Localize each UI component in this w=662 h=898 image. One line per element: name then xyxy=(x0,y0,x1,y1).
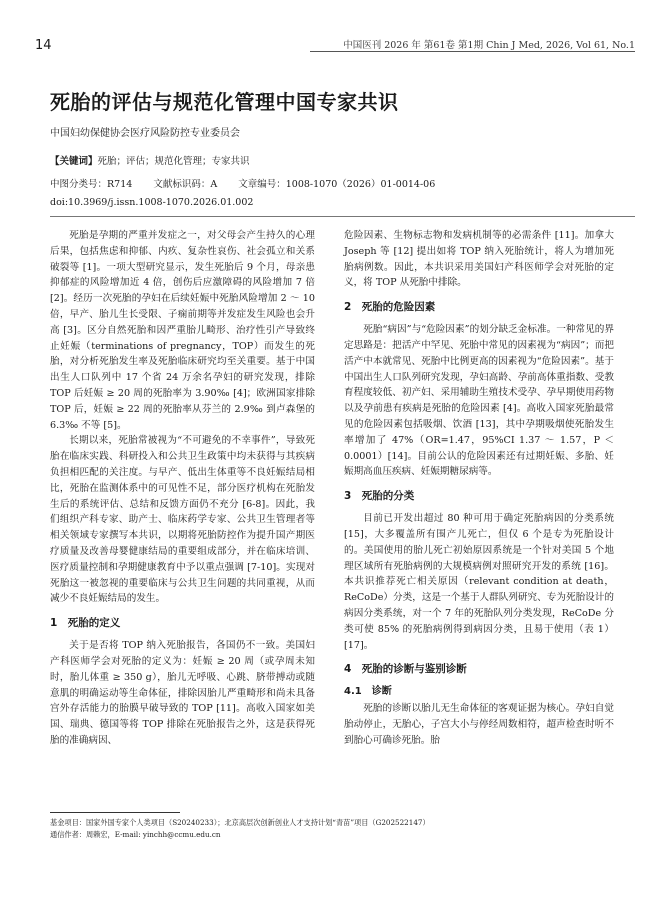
paragraph: 目前已开发出超过 80 种可用于确定死胎病因的分类系统 [15]，大多覆盖所有围产儿死亡，但仅 6 个是专为死胎设计的。美国使用的胎儿死亡初始原因系统是一个针对美国 5 个地理区域所有死胎病例的大规模病例对照研究开发的系统 [16]。本共识推荐死亡相关原因（relevant condition at death，ReCoDe）分类，这是一个基于人群队列研究、专为死胎设计的病因分类系统，对一个 7 年的死胎队列分类发现，ReCoDe 分类可使 85% 的死胎病例得到病因分类，且易于使用（表 1）[17]。 xyxy=(344,513,614,651)
meta-line xyxy=(50,176,453,190)
paragraph: 关于是否将 TOP 纳入死胎报告，各国仍不一致。美国妇产科医师学会对死胎的定义为：妊娠 ≥ 20 周（或孕周未知时，胎儿体重 ≥ 350 g），胎儿无呼吸、心跳、脐带搏动或随意肌的明确运动等生命体征，排除因胎儿严重畸形和尚未具备宫外存活能力的胎膜早破导致的 TOP [11]。高收入国家如美国、瑞典、德国等将 TOP 排除在死胎报告之外，这是获得死胎的准确病因、 xyxy=(50,640,315,746)
clc-number: 中图分类号：R714 xyxy=(50,179,133,190)
article-id: 文章编号：1008-1070（2026）01-0014-06 xyxy=(238,179,436,190)
page-number: 14 xyxy=(35,38,52,53)
right-column xyxy=(344,228,614,749)
keywords-text: 死胎；评估；规范化管理；专家共识 xyxy=(97,156,250,167)
paragraph: 长期以来，死胎常被视为“不可避免的不幸事件”，导致死胎在临床实践、科研投入和公共卫生政策中均未获得与其疾病负担相匹配的关注度。与早产、低出生体重等不良妊娠结局相比，死胎在监测体系中的可见性不足，部分医疗机构在死胎发生后的系统评估、总结和反馈方面仍不充分 [6-8]。因此，我们组织产科专家、助产士、临床药学专家、公共卫生管理者等相关领域专家撰写本共识，以期将死胎防控作为提升国产期医疗质量及改善母婴健康结局的重要组成部分，并在临床培训、医疗质量控制和孕期健康教育中予以重点强调 [7-10]。实现对死胎这一被忽视的重要临床与公共卫生问题的共同重视，从而减少不良妊娠结局的发生。 xyxy=(50,435,315,605)
corresponding-author: 通信作者：周赖宏，E-mail: yinchh@ccmu.edu.cn xyxy=(50,830,221,839)
footnotes xyxy=(50,817,430,841)
running-head: 中国医刊 2026 年 第61卷 第1期 Chin J Med, 2026, Vol 61, No.1 xyxy=(343,40,635,51)
abstract-rule xyxy=(50,216,635,217)
section-heading: 3 死胎的分类 xyxy=(344,490,415,503)
article-authors: 中国妇幼保健协会医疗风险防控专业委员会 xyxy=(50,128,240,139)
keywords-label: 【关键词】 xyxy=(50,156,98,167)
article-title: 死胎的评估与规范化管理中国专家共识 xyxy=(50,90,399,114)
paragraph: 危险因素、生物标志物和发病机制等的必需条件 [11]。加拿大 Joseph 等 [12] 提出如将 TOP 纳入死胎统计，将人为增加死胎病例数。因此，本共识采用美国妇产科医师学会对死胎的定义，将 TOP 从死胎中排除。 xyxy=(344,230,614,289)
document-code: 文献标识码：A xyxy=(153,179,218,190)
paragraph: 死胎“病因”与“危险因素”的划分缺乏金标准。一种常见的界定思路是：把活产中罕见、死胎中常见的因素视为“病因”；而把活产中本就常见、死胎中比例更高的因素视为“危险因素”。基于中国出生人口队列研究发现，孕妇高龄、孕前高体重指数、受教育程度较低、初产妇、采用辅助生殖技术受孕、孕早期使用药物以及孕前患有疾病是死胎的危险因素 [4]。高收入国家死胎最常见的危险因素包括吸烟、饮酒 [13]，其中孕期吸烟使死胎发生率增加了 47%（OR=1.47，95%CI 1.37 ～ 1.57，P ＜ 0.0001）[14]。目前公认的危险因素还有过期妊娠、多胎、妊娠期高血压疾病、妊娠期糖尿病等。 xyxy=(344,324,614,478)
header-rule xyxy=(310,51,635,52)
fund-footnote: 基金项目：国家外国专家个人类项目（S20240233）；北京高层次创新创业人才支持计划“青苗”项目（G202522147） xyxy=(50,818,430,827)
section-heading: 4 死胎的诊断与鉴别诊断 xyxy=(344,663,467,676)
section-heading: 2 死胎的危险因素 xyxy=(344,301,436,314)
keywords-line xyxy=(50,153,250,167)
paragraph: 死胎的诊断以胎儿无生命体征的客观证据为核心。孕妇自觉胎动停止，无胎心，子宫大小与停经周数相符，超声检查时听不到胎心可确诊死胎。胎 xyxy=(344,703,614,746)
section-heading: 1 死胎的定义 xyxy=(50,617,121,630)
paragraph: 死胎是孕期的严重并发症之一，对父母会产生持久的心理后果，包括焦虑和抑郁、内疚、复杂性哀伤、社会孤立和关系破裂等 [1]。一项大型研究显示，发生死胎后 9 个月，母亲患抑郁症的风险增加近 4 倍，创伤后应激障碍的风险增加 7 倍 [2]。经历一次死胎的孕妇在后续妊娠中死胎风险增加 2 ～ 10 倍，早产、胎儿生长受限、子痫前期等并发症发生风险也会升高 [3]。区分自然死胎和因严重胎儿畸形、治疗性引产导致终止妊娠（terminations of pregnancy，TOP）而发生的死胎，对分析死胎发生率及死胎临床研究均至关重要。基于中国出生人口队列中 17 个省 24 万余名孕妇的研究发现，排除 TOP 后妊娠 ≥ 20 周的死胎率为 3.90‰ [4]；欧洲国家排除 TOP 后，妊娠 ≥ 22 周的死胎率从芬兰的 2.9‰ 到卢森堡的 6.3‰ 不等 [5]。 xyxy=(50,230,315,431)
left-column xyxy=(50,228,315,749)
footnote-rule xyxy=(50,812,180,813)
subsection-heading: 4.1 诊断 xyxy=(344,686,392,698)
doi: doi:10.3969/j.issn.1008-1070.2026.01.002 xyxy=(50,197,254,208)
